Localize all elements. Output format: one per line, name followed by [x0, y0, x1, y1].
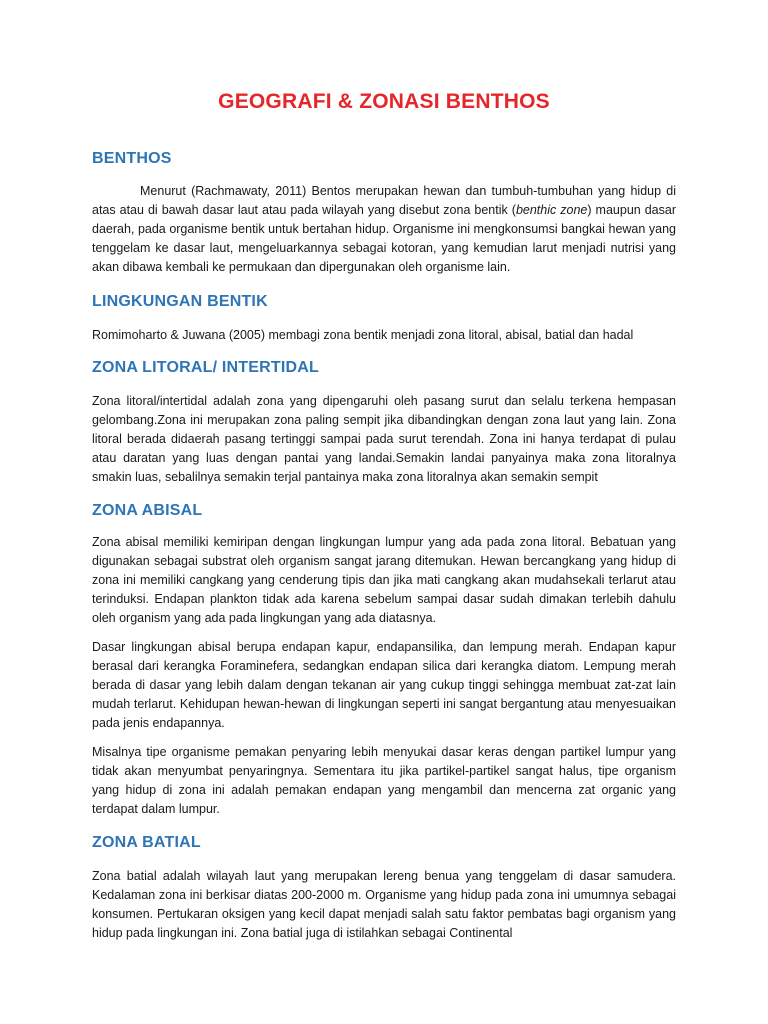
document-title: GEOGRAFI & ZONASI BENTHOS [218, 90, 550, 113]
paragraph-lingkungan-bentik: Romimoharto & Juwana (2005) membagi zona bentik menjadi zona litoral, abisal, batial dan hadal [92, 328, 634, 342]
paragraph-zona-batial: Zona batial adalah wilayah laut yang merupakan lereng benua yang tenggelam di dasar samudera. Kedalaman zona ini berkisar diatas 200-2000 m. Organisme yang hidup pada zona ini umumnya sebagai konsumen. Pertukaran oksigen yang kecil dapat menjadi salah satu faktor pembatas bagi organism yang hidup pada lingkungan ini. Zona batial juga di istilahkan sebagai Continental [92, 869, 676, 940]
section-heading-zona-litoral: ZONA LITORAL/ INTERTIDAL [92, 359, 320, 376]
paragraph-italic-term: benthic zone [515, 203, 588, 217]
paragraph-zona-litoral: Zona litoral/intertidal adalah zona yang dipengaruhi oleh pasang surut dan selalu terkena hempasan gelombang.Zona ini merupakan zona paling sempit jika dibandingkan dengan zona laut yang lain. Zona litoral berada didaerah pasang tertinggi sampai pada surut terendah. Zona ini hanya terdapat di pulau atau daratan yang luas dengan pantai yang landai.Semakin landai panyainya maka zona litoralnya smakin luas, sebalilnya semakin terjal pantainya maka zona litoralnya akan semakin sempit [92, 394, 676, 484]
paragraph-zona-abisal-2: Dasar lingkungan abisal berupa endapan kapur, endapansilika, dan lempung merah. Endapan kapur berasal dari kerangka Foraminefera, sedangkan endapan silica dari kerangka diatom. Lempung merah berada di dasar yang lebih dalam dengan tekanan air yang cukup tinggi sehingga membuat zat-zat lain mudah terlarut. Kehidupan hewan-hewan di lingkungan seperti ini sangat bergantung atau menyesuaikan pada jenis endapannya. [92, 640, 676, 730]
paragraph-zona-abisal-1: Zona abisal memiliki kemiripan dengan lingkungan lumpur yang ada pada zona litoral. Bebatuan yang digunakan sebagai substrat oleh organism sangat jarang ditemukan. Hewan bercangkang yang hidup di zona ini memiliki cangkang yang cenderung tipis dan jika mati cangkang akan mudahsekali terlarut atau terinduksi. Endapan plankton tidak ada karena sebelum sampai dasar sudah dimakan terlebih dahulu oleh organism yang ada pada lingkungan yang ada diatasnya. [92, 535, 676, 625]
paragraph-benthos [92, 182, 676, 277]
section-heading-zona-batial: ZONA BATIAL [92, 834, 201, 851]
paragraph-text: ) maupun dasar daerah, pada organisme bentik untuk bertahan hidup. Organisme ini mengkonsumsi bangkai hewan yang tenggelam ke dasar laut, mengeluarkannya sebagai kotoran, yang kemudian larut menjadi nutrisi yang akan dibawa kembali ke permukaan dan dipergunakan oleh organisme lain. [92, 203, 676, 274]
section-heading-zona-abisal: ZONA ABISAL [92, 502, 203, 519]
paragraph-text: Menurut (Rachmawaty, 2011) Bentos merupakan hewan dan tumbuh-tumbuhan yang hidup di atas atau di bawah dasar laut atau pada wilayah yang disebut zona bentik ( [92, 184, 676, 217]
section-heading-lingkungan-bentik: LINGKUNGAN BENTIK [92, 293, 268, 310]
paragraph-zona-abisal-3: Misalnya tipe organisme pemakan penyaring lebih menyukai dasar keras dengan partikel lumpur yang tidak akan menyumbat penyaringnya. Sementara itu jika partikel-partikel sangat halus, tipe organism yang hidup di zona ini adalah pemakan endapan yang mengambil dan mencerna zat organic yang terdapat dalam lumpur. [92, 745, 676, 816]
section-heading-benthos: BENTHOS [92, 150, 172, 167]
